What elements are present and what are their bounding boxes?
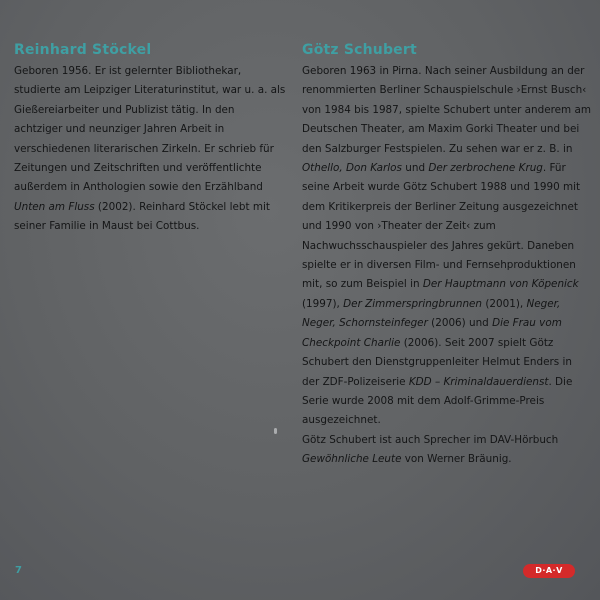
author-bio <box>14 62 286 237</box>
text-run: Götz Schubert ist auch Sprecher im DAV-Hörbuch <box>302 433 559 446</box>
text-run: (2001), <box>482 297 527 310</box>
italic-title: Othello, Don Karlos <box>302 162 402 175</box>
author-name: Reinhard Stöckel <box>14 42 152 58</box>
author-column <box>14 40 286 237</box>
author-bio-paragraph <box>14 62 286 237</box>
italic-title: Neger, Neger, Schornsteinfeger <box>302 297 561 330</box>
narrator-bio-paragraph <box>302 62 592 431</box>
narrator-bio <box>302 62 592 470</box>
italic-title: Der Zimmerspringbrunnen <box>343 297 483 310</box>
italic-title: KDD – Kriminaldauerdienst <box>408 375 549 388</box>
text-run: . Die Serie wurde 2008 mit dem Adolf-Grimme-Preis ausgezeichnet. <box>302 375 573 427</box>
narrator-bio-paragraph-2 <box>302 431 592 470</box>
text-run: . Für seine Arbeit wurde Götz Schubert 1988 und 1990 mit dem Kritikerpreis der Berliner Zeitung ausgezeichnet und 1990 von ›Theater der Zeit‹ zum Nachwuchsschauspieler des Jahres gekürt. Daneben spielte er in diversen Film- und Fernsehproduktionen mit, so zum Beispiel in <box>302 162 581 291</box>
italic-title: Der zerbrochene Krug <box>428 162 543 175</box>
text-run: (2006). Seit 2007 spielt Götz Schubert den Dienstgruppenleiter Helmut Enders in der ZDF-Polizeiserie <box>302 336 572 388</box>
italic-title: Unten am Fluss <box>14 200 95 213</box>
text-run: und <box>401 162 429 175</box>
text-run: (2002). Reinhard Stöckel lebt mit seiner Familie in Maust bei Cottbus. <box>14 200 270 233</box>
italic-title: Gewöhnliche Leute <box>302 453 402 466</box>
dav-logo: D·A·V <box>523 564 575 578</box>
text-run: (1997), <box>302 297 344 310</box>
paper-speck <box>274 428 277 434</box>
page-number: 7 <box>15 565 22 576</box>
text-run: (2006) und <box>427 317 493 330</box>
text-run: Geboren 1956. Er ist gelernter Bibliothekar, studierte am Leipziger Literaturinstitut, war u. a. als Gießereiarbeiter und Publizist tätig. In den achtziger und neunziger Jahren Arbeit in verschiedenen literarischen Zirkeln. Er schrieb für Zeitungen und Zeitschriften und veröffentlichte außerdem in Anthologien sowie den Erzählband <box>14 65 286 194</box>
text-run: Geboren 1963 in Pirna. Nach seiner Ausbildung an der renommierten Berliner Schauspielschule ›Ernst Busch‹ von 1984 bis 1987, spielte Schubert unter anderem am Deutschen Theater, am Maxim Gorki Theater und bei den Salzburger Festspielen. Zu sehen war er z. B. in <box>302 65 591 155</box>
italic-title: Der Hauptmann von Köpenick <box>422 278 579 291</box>
italic-title: Die Frau vom Checkpoint Charlie <box>302 317 562 349</box>
text-run: von Werner Bräunig. <box>401 453 512 466</box>
narrator-column <box>302 40 592 470</box>
narrator-name: Götz Schubert <box>302 42 417 58</box>
